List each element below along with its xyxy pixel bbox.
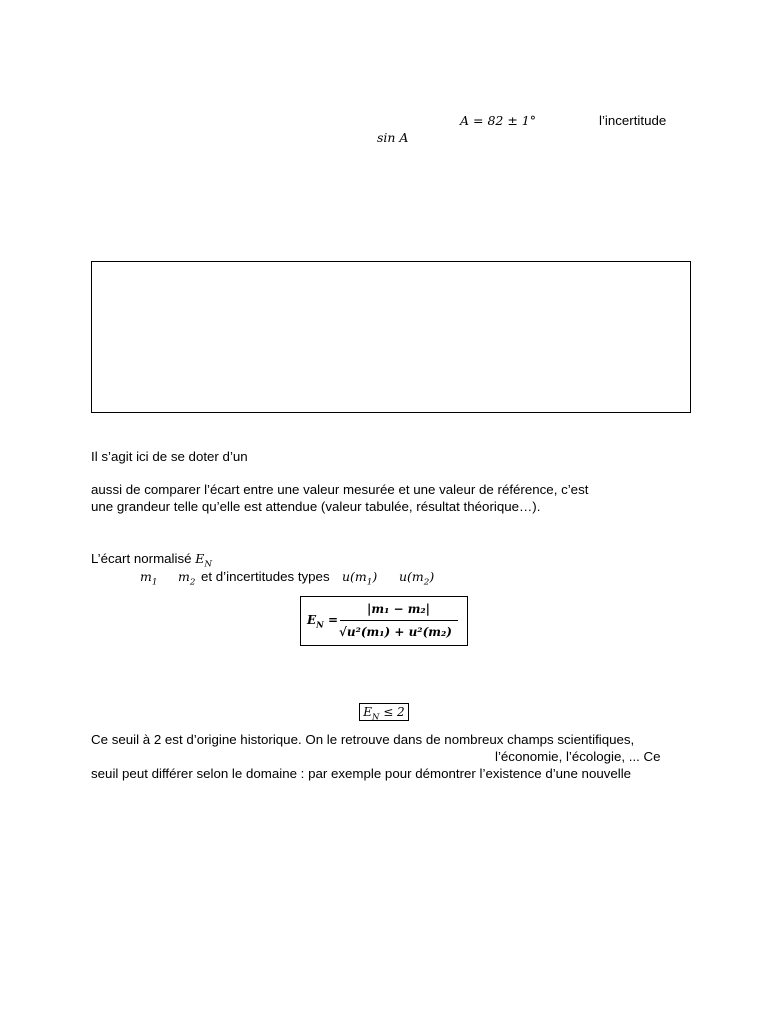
para1-line2: aussi de comparer l’écart entre une valeur mesurée et une valeur de référence, c’est <box>91 482 589 497</box>
para1-line1: Il s’agit ici de se doter d’un <box>91 449 248 464</box>
formula-denominator: √u²(m₁) + u²(m₂) <box>339 625 452 639</box>
ecart-normalise-line <box>91 551 212 570</box>
threshold-box: $E_N \le 2$ <box>359 703 409 721</box>
para3-line3: seuil peut différer selon le domaine : par exemple pour démontrer l’existence d’une nouvelle <box>91 766 632 781</box>
et-incertitudes-text: et d’incertitudes types <box>201 569 330 584</box>
fraction-bar <box>340 620 458 621</box>
ecart-label: L’écart normalisé <box>91 551 192 566</box>
u-m2-symbol: $u(m_2)$ <box>399 569 435 588</box>
formula-lhs: $E_N$ = <box>307 613 339 630</box>
empty-frame-box <box>91 261 691 413</box>
para3-line2: l’économie, l’écologie, ... Ce <box>495 749 661 764</box>
sin-formula: sin A <box>377 130 409 145</box>
angle-formula: A = 82 ± 1° <box>460 113 536 128</box>
en-formula-box <box>300 596 468 646</box>
para1-line3: une grandeur telle qu’elle est attendue (valeur tabulée, résultat théorique…). <box>91 499 541 514</box>
uncertainty-word: l’incertitude <box>599 113 667 128</box>
u-m1-symbol: $u(m_1)$ <box>342 569 378 588</box>
en-symbol: $E_N$ <box>195 551 212 570</box>
m2-symbol: $m_2$ <box>178 569 196 588</box>
m1-symbol: $m_1$ <box>140 569 158 588</box>
para3-line1: Ce seuil à 2 est d’origine historique. On le retrouve dans de nombreux champs scientifiques, <box>91 732 635 747</box>
formula-numerator: |m₁ − m₂| <box>367 602 431 616</box>
